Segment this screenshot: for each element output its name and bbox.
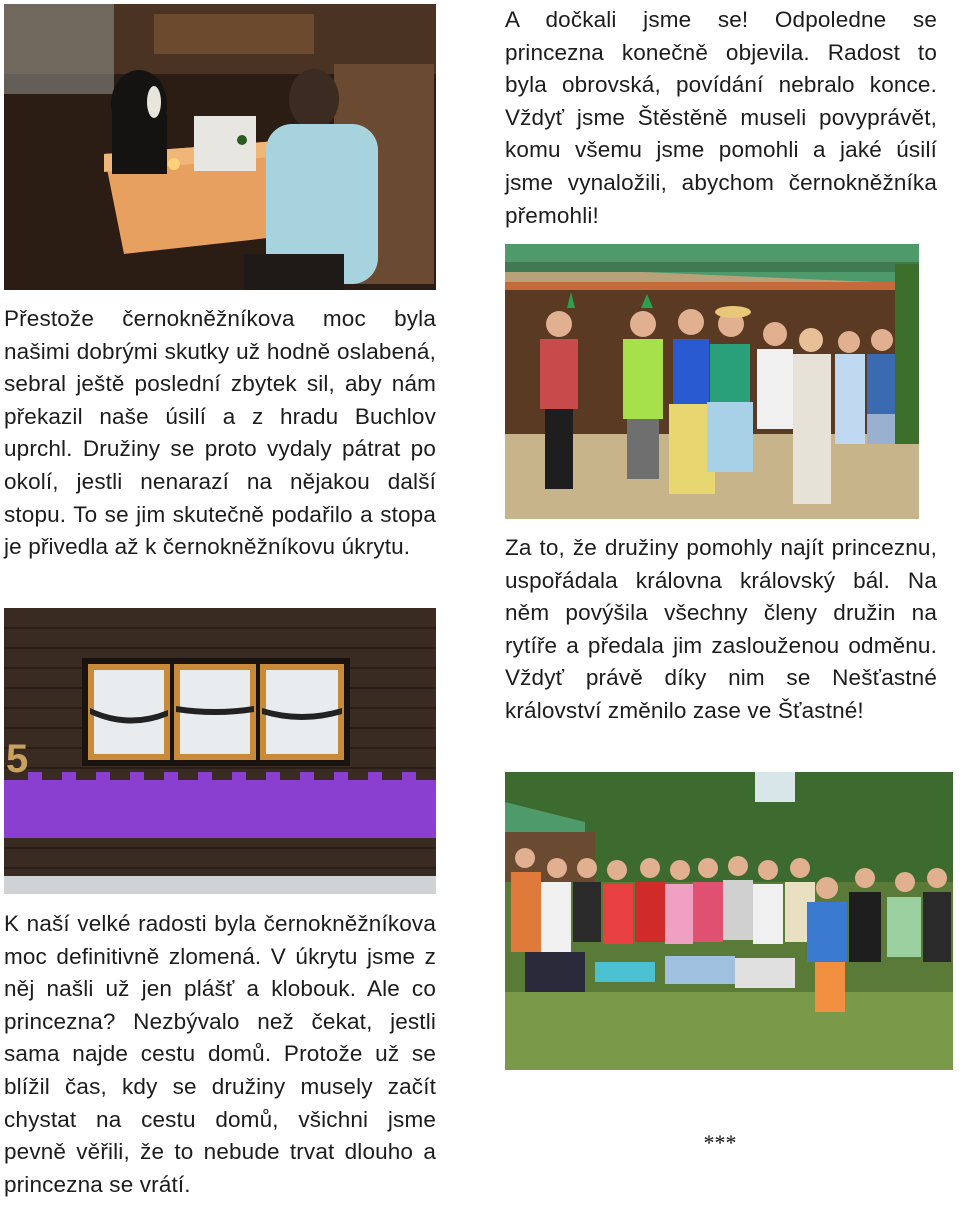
right-paragraph-2: Za to, že družiny pomohly najít princeznu, uspořádala královna královský bál. Na něm povýšila všechny členy družin na rytíře a předala jim zaslouženou odměnu. Vždyť právě díky nim se Nešťastné království změnilo zase ve Šťastné! (505, 535, 937, 723)
right-paragraph-1: A dočkali jsme se! Odpoledne se princezna konečně objevila. Radost to byla obrovská, povídání nebralo konce. Vždyť jsme Štěstěně museli povyprávět, komu všemu jsme pomohli a jaké úsilí jsme vynaložili, abychom černokněžníka přemohli! (505, 7, 937, 228)
left-paragraph-1: Přestože černokněžníkova moc byla našimi dobrými skutky už hodně oslabená, sebral ještě poslední zbytek sil, aby nám překazil naše úsilí a z hradu Buchlov uprchl. Družiny se proto vydaly pátrat po okolí, jestli nenarazí na nějakou další stopu. To se jim skutečně podařilo a stopa je přivedla až k černokněžníkovu úkrytu. (4, 306, 436, 560)
photo-cabin-window (4, 608, 436, 894)
left-paragraph-2: K naší velké radosti byla černokněžníkova moc definitivně zlomená. V úkrytu jsme z něj našli už jen plášť a klobouk. Ale co princezna? Nezbývalo než čekat, jestli sama najde cestu domů. Protože už se blížil čas, kdy se družiny musely začít chystat na cestu domů, všichni jsme pevně věřili, že to nebude trvat dlouho a princezna se vrátí. (4, 911, 436, 1197)
photo-costume-group (505, 244, 919, 519)
section-separator: *** (703, 1130, 737, 1155)
cabin-number: 5 (6, 737, 29, 781)
photo-large-group (505, 772, 953, 1070)
photo-dark-room (4, 4, 436, 290)
